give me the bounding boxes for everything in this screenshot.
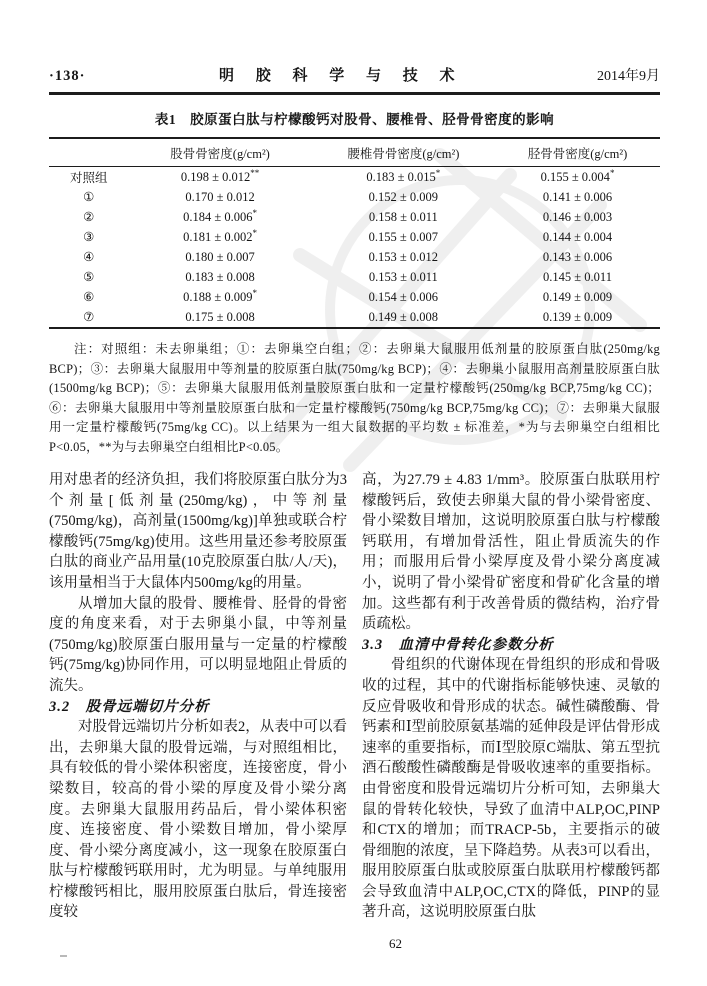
significance-mark: **: [250, 167, 260, 178]
significance-mark: *: [252, 227, 257, 238]
header-femur-bmd: 股骨骨密度(g/cm²): [128, 138, 311, 167]
paragraph: 用对患者的经济负担，我们将胶原蛋白肽分为3个剂量[低剂量(250mg/kg)，中等剂量(750mg/kg)，高剂量(1500mg/kg)]单独或联合柠檬酸钙(75mg/kg)使用。这些用量还参考胶原蛋白肽的商业产品用量(10克胶原蛋白肽/人/天)，该用量相当于大鼠体内500mg/kg的用量。: [49, 472, 347, 591]
page-number-left: ·138·: [49, 68, 86, 84]
cell-lumbar: 0.155 ± 0.007: [368, 229, 439, 244]
header-lumbar-bmd: 腰椎骨骨密度(g/cm²): [312, 138, 495, 167]
paragraph: 高，为27.79 ± 4.83 1/mm³。胶原蛋白肽联用柠檬酸钙后，致使去卵巢大鼠的骨小梁骨密度、骨小梁数目增加，这说明胶原蛋白肽与柠檬酸钙联用，有增加骨活性，阻止骨质流失的作用；而服用后骨小梁厚度及骨小梁分离度减小，说明了骨小梁骨矿密度和骨矿化含量的增加。这些都有利于改善骨质的微结构，治疗骨质疏松。: [362, 472, 660, 633]
significance-mark: *: [252, 207, 257, 218]
cell-lumbar: 0.183 ± 0.015*: [366, 167, 441, 184]
table-row: [49, 227, 660, 247]
page-footer: [0, 936, 707, 952]
right-column: [362, 470, 660, 923]
row-label: ⑦: [83, 310, 95, 324]
paragraph: 从增加大鼠的股骨、腰椎骨、胫骨的骨密度的角度来看，对于去卵巢小鼠，中等剂量(750mg/kg)胶原蛋白服用量与一定量的柠檬酸钙(75mg/kg)协同作用，可以明显地阻止骨质的流失。: [49, 595, 347, 694]
journal-title: 明 胶 科 学 与 技 术: [218, 68, 464, 84]
section-heading-3-3: 3.3 血清中骨转化参数分析: [362, 636, 554, 653]
table1: [49, 137, 660, 329]
running-head: [49, 64, 660, 85]
cell-tibia: 0.149 ± 0.009: [542, 289, 613, 304]
issue-date: 2014年9月: [597, 69, 660, 84]
table-row: [49, 267, 660, 287]
table-row: [49, 247, 660, 267]
cell-femur: 0.180 ± 0.007: [185, 249, 255, 264]
cell-tibia: 0.155 ± 0.004*: [540, 167, 615, 184]
header-rule: [49, 92, 660, 95]
cell-tibia: 0.144 ± 0.004: [542, 229, 613, 244]
cell-femur: 0.175 ± 0.008: [185, 309, 255, 324]
row-label: ④: [83, 250, 95, 264]
cell-tibia: 0.141 ± 0.006: [542, 189, 613, 204]
footer-page-number: 62: [389, 936, 402, 951]
header-tibia-bmd: 胫骨骨密度(g/cm²): [495, 138, 660, 167]
header-empty: [49, 138, 128, 167]
table-row: [49, 167, 660, 188]
scan-artifact: [60, 955, 67, 957]
row-label: ⑥: [83, 290, 95, 304]
cell-femur: 0.198 ± 0.012**: [180, 167, 260, 184]
cell-lumbar: 0.154 ± 0.006: [368, 289, 439, 304]
row-label: ①: [83, 190, 95, 204]
table1-header-row: [49, 138, 660, 167]
cell-lumbar: 0.158 ± 0.011: [368, 209, 438, 224]
row-label: ②: [83, 210, 95, 224]
cell-tibia: 0.146 ± 0.003: [542, 209, 613, 224]
cell-lumbar: 0.153 ± 0.012: [368, 249, 439, 264]
paragraph: 对股骨远端切片分析如表2，从表中可以看出，去卵巢大鼠的股骨远端，与对照组相比，具有较低的骨小梁体积密度，连接密度，骨小梁数目，较高的骨小梁的厚度及骨小梁分离度。去卵巢大鼠服用药品后，骨小梁体积密度、连接密度、骨小梁数目增加，骨小梁厚度、骨小梁分离度减小，这一现象在胶原蛋白肽与柠檬酸钙联用时，尤为明显。与单纯服用柠檬酸钙相比，服用胶原蛋白肽后，骨连接密度较: [49, 719, 347, 921]
row-label: 对照组: [69, 171, 108, 185]
table-row: [49, 307, 660, 328]
table-row: [49, 287, 660, 307]
significance-mark: *: [609, 167, 615, 178]
cell-lumbar: 0.153 ± 0.011: [368, 269, 438, 284]
page-content: [49, 0, 660, 923]
body-columns: [49, 470, 660, 923]
cell-femur: 0.184 ± 0.006*: [183, 207, 257, 224]
significance-mark: *: [252, 287, 257, 298]
cell-femur: 0.181 ± 0.002*: [183, 227, 257, 244]
table1-title: 表1 胶原蛋白肽与柠檬酸钙对股骨、腰椎骨、胫骨骨密度的影响: [154, 112, 555, 127]
cell-femur: 0.183 ± 0.008: [185, 269, 255, 284]
cell-lumbar: 0.152 ± 0.009: [368, 189, 439, 204]
table1-note: 注：对照组：未去卵巢组；①：去卵巢空白组；②：去卵巢大鼠服用低剂量的胶原蛋白肽(250mg/kg BCP)；③：去卵巢大鼠服用中等剂量的胶原蛋白肽(750mg/kg BCP)；④：去卵巢小鼠服用高剂量胶原蛋白肽(1500mg/kg BCP)；⑤：去卵巢大鼠服用低剂量胶原蛋白肽和一定量柠檬酸钙(250mg/kg BCP,75mg/kg CC)；⑥：去卵巢大鼠服用中等剂量胶原蛋白肽和一定量柠檬酸钙(750mg/kg BCP,75mg/kg CC)；⑦：去卵巢大鼠服用一定量柠檬酸钙(75mg/kg CC)。以上结果为一组大鼠数据的平均数 ± 标准差，*为与去卵巢空白组相比P<0.05，**为与去卵巢空白组相比P<0.05。: [49, 342, 660, 454]
row-label: ⑤: [83, 270, 95, 284]
table-row: [49, 187, 660, 207]
significance-mark: *: [435, 167, 441, 178]
left-column: [49, 470, 347, 923]
table-row: [49, 207, 660, 227]
cell-tibia: 0.145 ± 0.011: [543, 269, 612, 284]
row-label: ③: [83, 230, 95, 244]
cell-femur: 0.170 ± 0.012: [185, 189, 255, 204]
cell-tibia: 0.139 ± 0.009: [542, 309, 613, 324]
cell-femur: 0.188 ± 0.009*: [183, 287, 257, 304]
paragraph: 骨组织的代谢体现在骨组织的形成和骨吸收的过程，其中的代谢指标能够快速、灵敏的反应骨吸收和骨形成的状态。碱性磷酸酶、骨钙素和Ⅰ型前胶原氨基端的延伸段是评估骨形成速率的重要指标，而Ⅰ型胶原C端肽、第五型抗酒石酸酸性磷酸酶是骨吸收速率的重要指标。由骨密度和股骨远端切片分析可知，去卵巢大鼠的骨转化较快，导致了血清中ALP,OC,PINP和CTX的增加；而TRACP-5b，主要指示的破骨细胞的浓度，呈下降趋势。从表3可以看出，服用胶原蛋白肽或胶原蛋白肽联用柠檬酸钙都会导致血清中ALP,OC,CTX的降低，PINP的显著升高，这说明胶原蛋白肽: [362, 657, 660, 921]
cell-tibia: 0.143 ± 0.006: [542, 249, 613, 264]
section-heading-3-2: 3.2 股骨远端切片分析: [49, 698, 210, 715]
cell-lumbar: 0.149 ± 0.008: [368, 309, 439, 324]
